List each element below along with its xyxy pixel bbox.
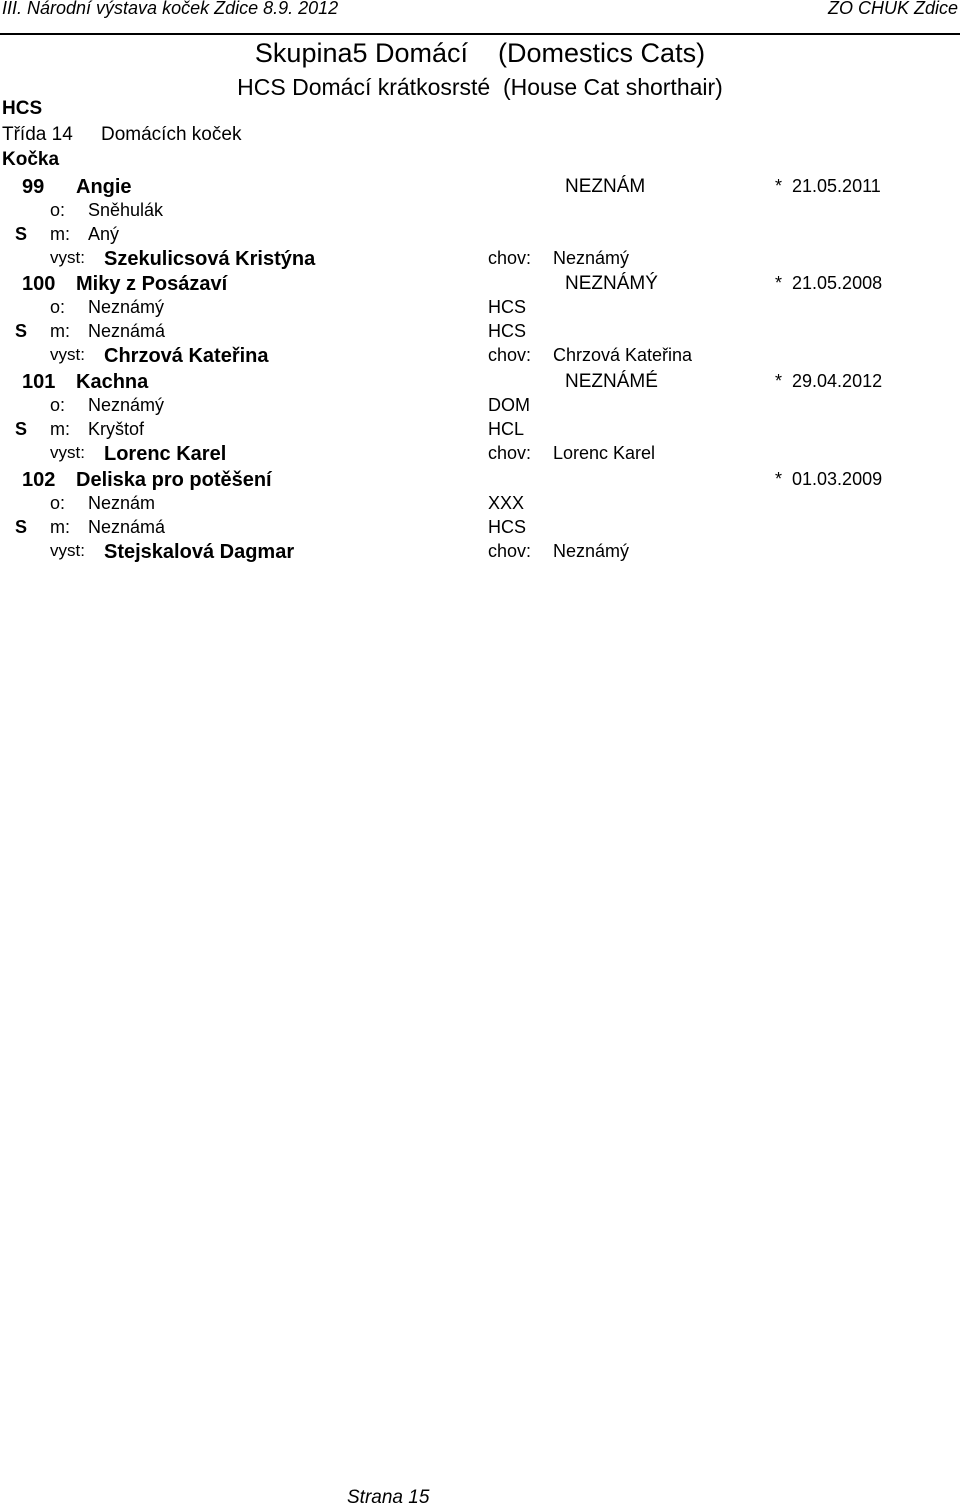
breeder-name: Neznámý: [553, 248, 630, 268]
birth-date: * 21.05.2008: [775, 273, 883, 293]
sex-marker: S: [15, 321, 28, 341]
exhibitor-name: Lorenc Karel: [104, 443, 227, 465]
page-number: Strana 15: [347, 1487, 430, 1508]
catalog-number: 101: [22, 371, 56, 393]
sex-section-label: Kočka: [2, 149, 60, 170]
exhibitor-label: vyst:: [50, 443, 85, 462]
father-name: Sněhulák: [88, 200, 164, 220]
sex-marker: S: [15, 517, 28, 537]
exhibitor-label: vyst:: [50, 248, 85, 267]
breeder-label: chov:: [488, 443, 532, 463]
father-label: o:: [50, 200, 66, 220]
class-name: Domácích koček: [101, 124, 242, 145]
mother-label: m:: [50, 517, 70, 537]
birth-date: * 29.04.2012: [775, 371, 883, 391]
mother-breed-code: HCS: [488, 517, 527, 537]
mother-name: Kryštof: [88, 419, 145, 439]
header-divider: [0, 33, 960, 35]
father-breed-code: XXX: [488, 493, 525, 513]
father-breed-code: HCS: [488, 297, 527, 317]
color-code: NEZNÁMÉ: [565, 371, 658, 392]
mother-name: Neznámá: [88, 321, 166, 341]
class-label: Třída 14: [2, 124, 73, 145]
breeder-name: Chrzová Kateřina: [553, 345, 693, 365]
exhibitor-name: Szekulicsová Kristýna: [104, 248, 316, 270]
father-name: Neznámý: [88, 395, 165, 415]
cat-entry: [0, 371, 960, 469]
mother-label: m:: [50, 321, 70, 341]
father-name: Neznámý: [88, 297, 165, 317]
cat-name: Miky z Posázaví: [76, 273, 228, 295]
mother-label: m:: [50, 419, 70, 439]
color-code: NEZNÁM: [565, 176, 646, 197]
mother-name: Aný: [88, 224, 120, 244]
father-name: Neznám: [88, 493, 156, 513]
exhibitor-label: vyst:: [50, 345, 85, 364]
sex-marker: S: [15, 224, 28, 244]
catalog-number: 102: [22, 469, 56, 491]
cat-name: Deliska pro potěšení: [76, 469, 272, 491]
sex-marker: S: [15, 419, 28, 439]
father-label: o:: [50, 297, 66, 317]
exhibitor-name: Stejskalová Dagmar: [104, 541, 295, 563]
header-organizer: ZO CHUK Zdice: [827, 0, 958, 18]
father-label: o:: [50, 493, 66, 513]
catalog-number: 99: [22, 176, 45, 198]
cat-entry: [0, 176, 960, 274]
exhibitor-name: Chrzová Kateřina: [104, 345, 269, 367]
breeder-label: chov:: [488, 345, 532, 365]
father-breed-code: DOM: [488, 395, 530, 415]
color-code: NEZNÁMÝ: [565, 273, 658, 294]
father-label: o:: [50, 395, 66, 415]
breed-title: HCS Domácí krátkosrsté (House Cat shorthair): [237, 74, 723, 100]
cat-name: Kachna: [76, 371, 149, 393]
catalog-number: 100: [22, 273, 56, 295]
birth-date: * 21.05.2011: [775, 176, 881, 196]
mother-breed-code: HCL: [488, 419, 525, 439]
cat-name: Angie: [76, 176, 132, 198]
group-title: Skupina5 Domácí (Domestics Cats): [254, 38, 706, 68]
breed-code: HCS: [2, 98, 43, 119]
mother-label: m:: [50, 224, 70, 244]
header-event-title: III. Národní výstava koček Zdice 8.9. 2012: [2, 0, 339, 18]
cat-entry: [0, 469, 960, 567]
breeder-name: Lorenc Karel: [553, 443, 656, 463]
breeder-label: chov:: [488, 248, 532, 268]
cat-entry: [0, 273, 960, 371]
birth-date: * 01.03.2009: [775, 469, 883, 489]
mother-name: Neznámá: [88, 517, 166, 537]
breeder-label: chov:: [488, 541, 532, 561]
exhibitor-label: vyst:: [50, 541, 85, 560]
breeder-name: Neznámý: [553, 541, 630, 561]
mother-breed-code: HCS: [488, 321, 527, 341]
